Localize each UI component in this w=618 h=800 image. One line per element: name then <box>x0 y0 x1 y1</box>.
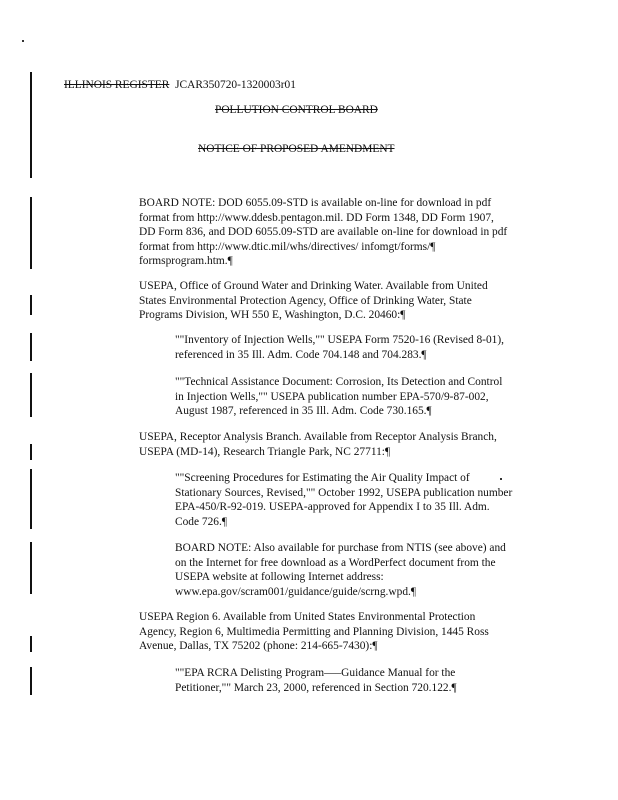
rcra-delisting-entry <box>175 666 457 695</box>
text-line: BOARD NOTE: Also available for purchase from NTIS (see above) and <box>175 542 506 554</box>
scan-speck <box>500 478 502 480</box>
revision-bar <box>30 636 32 652</box>
revision-bar <box>30 542 32 594</box>
text-line: on the Internet for free download as a WordPerfect document from the <box>175 556 496 569</box>
text-line: ""Screening Procedures for Estimating the Air Quality Impact of <box>175 472 470 484</box>
text-line: August 1987, referenced in 35 Ill. Adm. Code 730.165.¶ <box>175 405 432 418</box>
text-line: www.epa.gov/scram001/guidance/guide/scrng.wpd.¶ <box>175 585 417 598</box>
revision-bar <box>30 444 32 460</box>
text-line: Code 726.¶ <box>175 515 227 528</box>
usepa-ground-water-paragraph <box>139 279 488 323</box>
text-line: formsprogram.htm.¶ <box>139 255 233 268</box>
text-line: DD Form 836, and DOD 6055.09-STD are available on-line for download in pdf <box>139 226 508 239</box>
text-line: USEPA, Receptor Analysis Branch. Available from Receptor Analysis Branch, <box>139 431 497 443</box>
text-line: BOARD NOTE: DOD 6055.09-STD is available on-line for download in pdf <box>139 197 492 209</box>
text-line: referenced in 35 Ill. Adm. Code 704.148 and 704.283.¶ <box>175 348 427 361</box>
revision-bar <box>30 72 32 178</box>
board-note-paragraph <box>139 196 507 269</box>
text-line: USEPA, Office of Ground Water and Drinking Water. Available from United <box>139 280 488 292</box>
receptor-analysis-paragraph <box>139 430 497 459</box>
injection-wells-entry <box>175 333 504 362</box>
text-line: EPA-450/R-92-019. USEPA-approved for Appendix I to 35 Ill. Adm. <box>175 501 490 514</box>
text-line: USEPA Region 6. Available from United States Environmental Protection <box>139 611 476 623</box>
register-header <box>64 78 296 93</box>
text-line: Agency, Region 6, Multimedia Permitting and Planning Division, 1445 Ross <box>139 625 489 638</box>
revision-bar <box>30 667 32 695</box>
corrosion-document-entry <box>175 375 502 419</box>
text-line: Avenue, Dallas, TX 75202 (phone: 214-665-7430):¶ <box>139 640 378 653</box>
revision-bar <box>30 295 32 315</box>
text-line: Petitioner,"" March 23, 2000, referenced in Section 720.122.¶ <box>175 681 457 694</box>
text-line: Programs Division, WH 550 E, Washington, D.C. 20460:¶ <box>139 309 406 322</box>
text-line: format from http://www.dtic.mil/whs/directives/ infomgt/forms/¶ <box>139 240 436 253</box>
register-title: ILLINOIS REGISTER <box>64 79 170 91</box>
text-line: in Injection Wells,"" USEPA publication number EPA-570/9-87-002, <box>175 390 489 403</box>
jcar-code: JCAR350720-1320003r01 <box>175 79 296 91</box>
revision-bar <box>30 373 32 417</box>
screening-procedures-entry <box>175 471 512 529</box>
ntis-board-note <box>175 541 506 599</box>
board-name: POLLUTION CONTROL BOARD <box>215 104 378 116</box>
revision-bar <box>30 333 32 361</box>
text-line: States Environmental Protection Agency, Office of Drinking Water, State <box>139 294 472 307</box>
revision-bar <box>30 197 32 269</box>
text-line: Stationary Sources, Revised,"" October 1992, USEPA publication number <box>175 486 513 499</box>
text-line: USEPA website at following Internet address: <box>175 571 384 584</box>
text-line: ""EPA RCRA Delisting Program—–Guidance Manual for the <box>175 667 456 679</box>
text-line: ""Inventory of Injection Wells,"" USEPA Form 7520-16 (Revised 8-01), <box>175 334 504 346</box>
text-line: ""Technical Assistance Document: Corrosion, Its Detection and Control <box>175 376 503 388</box>
revision-bar <box>30 469 32 529</box>
notice-title: NOTICE OF PROPOSED AMENDMENT <box>198 143 395 155</box>
text-line: format from http://www.ddesb.pentagon.mil. DD Form 1348, DD Form 1907, <box>139 211 494 224</box>
text-line: USEPA (MD-14), Research Triangle Park, NC 27711:¶ <box>139 445 391 458</box>
region-6-paragraph <box>139 610 489 654</box>
scan-speck <box>22 40 24 42</box>
